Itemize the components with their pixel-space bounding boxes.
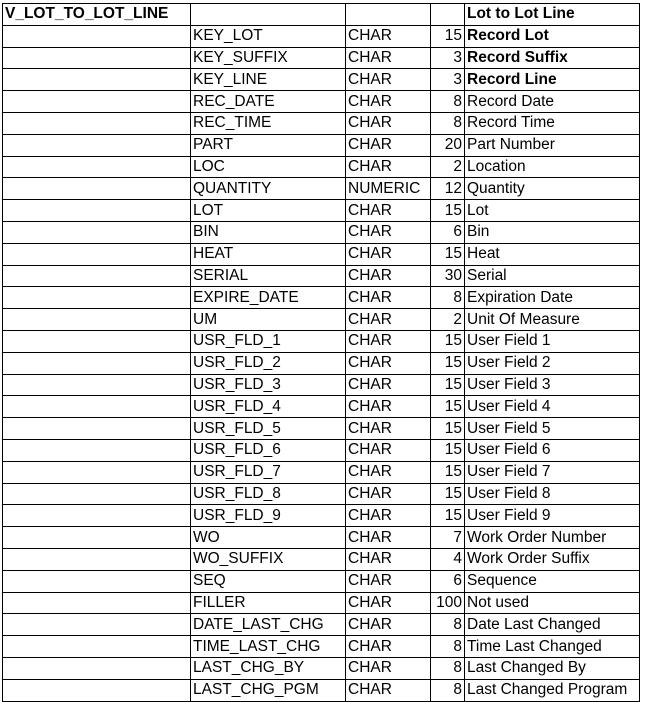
length-cell[interactable]: 15 <box>431 461 465 483</box>
description-cell[interactable]: Last Changed Program <box>465 679 640 701</box>
view-column-cell[interactable] <box>3 461 191 483</box>
table-row <box>3 330 640 352</box>
data-type-cell[interactable]: CHAR <box>346 112 431 134</box>
length-cell[interactable]: 2 <box>431 156 465 178</box>
length-cell[interactable]: 4 <box>431 548 465 570</box>
field-definition-table <box>2 3 640 702</box>
data-type-cell[interactable]: CHAR <box>346 156 431 178</box>
length-cell[interactable]: 15 <box>431 396 465 418</box>
table-row <box>3 614 640 636</box>
table-row <box>3 91 640 113</box>
view-column-cell[interactable] <box>3 679 191 701</box>
length-cell[interactable]: 15 <box>431 505 465 527</box>
description-cell[interactable]: User Field 2 <box>465 352 640 374</box>
field-name-cell[interactable]: USR_FLD_4 <box>191 396 346 418</box>
table-row <box>3 548 640 570</box>
description-cell[interactable]: Record Suffix <box>465 47 640 69</box>
description-cell[interactable]: User Field 1 <box>465 330 640 352</box>
data-type-cell[interactable]: NUMERIC <box>346 178 431 200</box>
length-cell[interactable]: 15 <box>431 483 465 505</box>
description-cell[interactable]: Record Lot <box>465 25 640 47</box>
table-row <box>3 679 640 701</box>
length-cell[interactable]: 8 <box>431 112 465 134</box>
description-cell[interactable]: Work Order Suffix <box>465 548 640 570</box>
field-name-cell[interactable]: BIN <box>191 221 346 243</box>
field-name-cell[interactable]: LAST_CHG_PGM <box>191 679 346 701</box>
data-type-cell[interactable]: CHAR <box>346 25 431 47</box>
table-row <box>3 352 640 374</box>
table-row <box>3 439 640 461</box>
field-name-cell[interactable]: USR_FLD_7 <box>191 461 346 483</box>
table-row <box>3 657 640 679</box>
view-column-cell[interactable] <box>3 657 191 679</box>
data-type-cell[interactable]: CHAR <box>346 287 431 309</box>
data-type-cell[interactable]: CHAR <box>346 69 431 91</box>
data-type-cell[interactable]: CHAR <box>346 221 431 243</box>
data-type-cell[interactable]: CHAR <box>346 527 431 549</box>
field-name-cell[interactable]: KEY_SUFFIX <box>191 47 346 69</box>
field-name-cell[interactable]: FILLER <box>191 592 346 614</box>
view-column-cell[interactable] <box>3 614 191 636</box>
length-cell[interactable]: 8 <box>431 91 465 113</box>
view-column-cell[interactable] <box>3 91 191 113</box>
length-cell[interactable]: 15 <box>431 352 465 374</box>
length-cell[interactable]: 15 <box>431 330 465 352</box>
field-name-cell[interactable]: LAST_CHG_BY <box>191 657 346 679</box>
description-cell[interactable]: Time Last Changed <box>465 636 640 658</box>
description-cell[interactable]: Lot <box>465 200 640 222</box>
length-cell[interactable]: 3 <box>431 69 465 91</box>
field-name-cell[interactable]: USR_FLD_2 <box>191 352 346 374</box>
table-row <box>3 396 640 418</box>
description-cell[interactable]: Heat <box>465 243 640 265</box>
field-name-cell[interactable]: LOC <box>191 156 346 178</box>
view-column-cell[interactable] <box>3 418 191 440</box>
table-row <box>3 243 640 265</box>
length-cell[interactable]: 15 <box>431 418 465 440</box>
length-cell[interactable]: 12 <box>431 178 465 200</box>
view-column-cell[interactable] <box>3 439 191 461</box>
description-cell[interactable]: Work Order Number <box>465 527 640 549</box>
data-type-cell[interactable]: CHAR <box>346 374 431 396</box>
data-type-cell[interactable]: CHAR <box>346 679 431 701</box>
field-name-cell[interactable]: QUANTITY <box>191 178 346 200</box>
view-description-cell[interactable]: Lot to Lot Line <box>465 4 640 26</box>
table-row <box>3 461 640 483</box>
view-column-cell[interactable] <box>3 112 191 134</box>
description-cell[interactable]: Record Time <box>465 112 640 134</box>
table-row <box>3 505 640 527</box>
data-type-cell[interactable]: CHAR <box>346 592 431 614</box>
field-name-cell[interactable]: DATE_LAST_CHG <box>191 614 346 636</box>
description-cell[interactable]: Quantity <box>465 178 640 200</box>
table-row <box>3 309 640 331</box>
field-name-cell[interactable]: KEY_LINE <box>191 69 346 91</box>
field-name-cell[interactable]: WO <box>191 527 346 549</box>
view-column-cell[interactable] <box>3 483 191 505</box>
field-name-cell[interactable]: UM <box>191 309 346 331</box>
description-cell[interactable]: Part Number <box>465 134 640 156</box>
table-row <box>3 69 640 91</box>
table-row <box>3 156 640 178</box>
description-cell[interactable]: User Field 8 <box>465 483 640 505</box>
description-cell[interactable]: Expiration Date <box>465 287 640 309</box>
data-type-cell[interactable]: CHAR <box>346 483 431 505</box>
view-column-cell[interactable] <box>3 352 191 374</box>
length-cell[interactable]: 8 <box>431 287 465 309</box>
length-cell[interactable]: 8 <box>431 636 465 658</box>
description-cell[interactable]: Location <box>465 156 640 178</box>
view-column-cell[interactable] <box>3 69 191 91</box>
view-column-cell[interactable] <box>3 505 191 527</box>
table-row <box>3 418 640 440</box>
view-column-cell[interactable] <box>3 527 191 549</box>
view-column-cell[interactable] <box>3 25 191 47</box>
field-name-cell[interactable]: REC_TIME <box>191 112 346 134</box>
data-type-cell[interactable]: CHAR <box>346 330 431 352</box>
data-type-cell[interactable]: CHAR <box>346 200 431 222</box>
description-cell[interactable]: Bin <box>465 221 640 243</box>
field-name-cell[interactable]: LOT <box>191 200 346 222</box>
empty-cell[interactable] <box>191 4 346 26</box>
view-column-cell[interactable] <box>3 200 191 222</box>
description-cell[interactable]: Unit Of Measure <box>465 309 640 331</box>
table-row <box>3 527 640 549</box>
length-cell[interactable]: 3 <box>431 47 465 69</box>
length-cell[interactable]: 15 <box>431 243 465 265</box>
length-cell[interactable]: 8 <box>431 657 465 679</box>
table-row <box>3 221 640 243</box>
data-type-cell[interactable]: CHAR <box>346 570 431 592</box>
field-name-cell[interactable]: USR_FLD_9 <box>191 505 346 527</box>
data-type-cell[interactable]: CHAR <box>346 352 431 374</box>
description-cell[interactable]: Date Last Changed <box>465 614 640 636</box>
field-name-cell[interactable]: TIME_LAST_CHG <box>191 636 346 658</box>
data-type-cell[interactable]: CHAR <box>346 461 431 483</box>
data-type-cell[interactable]: CHAR <box>346 309 431 331</box>
description-cell[interactable]: Sequence <box>465 570 640 592</box>
description-cell[interactable]: User Field 4 <box>465 396 640 418</box>
table-row <box>3 592 640 614</box>
data-type-cell[interactable]: CHAR <box>346 243 431 265</box>
data-type-cell[interactable]: CHAR <box>346 657 431 679</box>
table-row <box>3 134 640 156</box>
data-type-cell[interactable]: CHAR <box>346 265 431 287</box>
view-column-cell[interactable] <box>3 592 191 614</box>
table-body <box>3 4 640 702</box>
table-row <box>3 570 640 592</box>
description-cell[interactable]: User Field 6 <box>465 439 640 461</box>
field-name-cell[interactable]: SERIAL <box>191 265 346 287</box>
length-cell[interactable]: 100 <box>431 592 465 614</box>
description-cell[interactable]: Not used <box>465 592 640 614</box>
data-type-cell[interactable]: CHAR <box>346 548 431 570</box>
length-cell[interactable]: 20 <box>431 134 465 156</box>
table-row <box>3 200 640 222</box>
data-type-cell[interactable]: CHAR <box>346 47 431 69</box>
view-column-cell[interactable] <box>3 636 191 658</box>
view-column-cell[interactable] <box>3 134 191 156</box>
view-column-cell[interactable] <box>3 570 191 592</box>
field-name-cell[interactable]: WO_SUFFIX <box>191 548 346 570</box>
view-column-cell[interactable] <box>3 309 191 331</box>
field-name-cell[interactable]: HEAT <box>191 243 346 265</box>
length-cell[interactable]: 6 <box>431 221 465 243</box>
view-name-cell[interactable]: V_LOT_TO_LOT_LINE <box>3 4 191 26</box>
data-type-cell[interactable]: CHAR <box>346 396 431 418</box>
description-cell[interactable]: Record Date <box>465 91 640 113</box>
description-cell[interactable]: User Field 5 <box>465 418 640 440</box>
length-cell[interactable]: 15 <box>431 374 465 396</box>
view-column-cell[interactable] <box>3 548 191 570</box>
empty-cell[interactable] <box>431 4 465 26</box>
length-cell[interactable]: 2 <box>431 309 465 331</box>
table-row <box>3 265 640 287</box>
view-column-cell[interactable] <box>3 47 191 69</box>
table-row <box>3 178 640 200</box>
description-cell[interactable]: Last Changed By <box>465 657 640 679</box>
field-name-cell[interactable]: SEQ <box>191 570 346 592</box>
data-type-cell[interactable]: CHAR <box>346 418 431 440</box>
field-name-cell[interactable]: KEY_LOT <box>191 25 346 47</box>
length-cell[interactable]: 8 <box>431 679 465 701</box>
length-cell[interactable]: 6 <box>431 570 465 592</box>
table-row <box>3 287 640 309</box>
data-type-cell[interactable]: CHAR <box>346 614 431 636</box>
view-column-cell[interactable] <box>3 265 191 287</box>
table-row <box>3 47 640 69</box>
field-name-cell[interactable]: USR_FLD_8 <box>191 483 346 505</box>
field-name-cell[interactable]: EXPIRE_DATE <box>191 287 346 309</box>
length-cell[interactable]: 8 <box>431 614 465 636</box>
data-type-cell[interactable]: CHAR <box>346 636 431 658</box>
data-type-cell[interactable]: CHAR <box>346 439 431 461</box>
view-column-cell[interactable] <box>3 243 191 265</box>
table-row <box>3 374 640 396</box>
data-type-cell[interactable]: CHAR <box>346 134 431 156</box>
description-cell[interactable]: User Field 7 <box>465 461 640 483</box>
view-column-cell[interactable] <box>3 287 191 309</box>
description-cell[interactable]: Serial <box>465 265 640 287</box>
length-cell[interactable]: 7 <box>431 527 465 549</box>
field-name-cell[interactable]: USR_FLD_5 <box>191 418 346 440</box>
length-cell[interactable]: 15 <box>431 200 465 222</box>
data-type-cell[interactable]: CHAR <box>346 91 431 113</box>
empty-cell[interactable] <box>346 4 431 26</box>
description-cell[interactable]: User Field 9 <box>465 505 640 527</box>
view-column-cell[interactable] <box>3 156 191 178</box>
view-column-cell[interactable] <box>3 221 191 243</box>
field-name-cell[interactable]: USR_FLD_6 <box>191 439 346 461</box>
view-column-cell[interactable] <box>3 374 191 396</box>
field-name-cell[interactable]: USR_FLD_3 <box>191 374 346 396</box>
field-name-cell[interactable]: REC_DATE <box>191 91 346 113</box>
table-row <box>3 483 640 505</box>
view-column-cell[interactable] <box>3 330 191 352</box>
view-column-cell[interactable] <box>3 178 191 200</box>
length-cell[interactable]: 15 <box>431 25 465 47</box>
field-name-cell[interactable]: USR_FLD_1 <box>191 330 346 352</box>
field-name-cell[interactable]: PART <box>191 134 346 156</box>
table-row <box>3 25 640 47</box>
view-column-cell[interactable] <box>3 396 191 418</box>
description-cell[interactable]: User Field 3 <box>465 374 640 396</box>
description-cell[interactable]: Record Line <box>465 69 640 91</box>
length-cell[interactable]: 30 <box>431 265 465 287</box>
table-row <box>3 636 640 658</box>
header-row <box>3 4 640 26</box>
length-cell[interactable]: 15 <box>431 439 465 461</box>
table-row <box>3 112 640 134</box>
data-type-cell[interactable]: CHAR <box>346 505 431 527</box>
